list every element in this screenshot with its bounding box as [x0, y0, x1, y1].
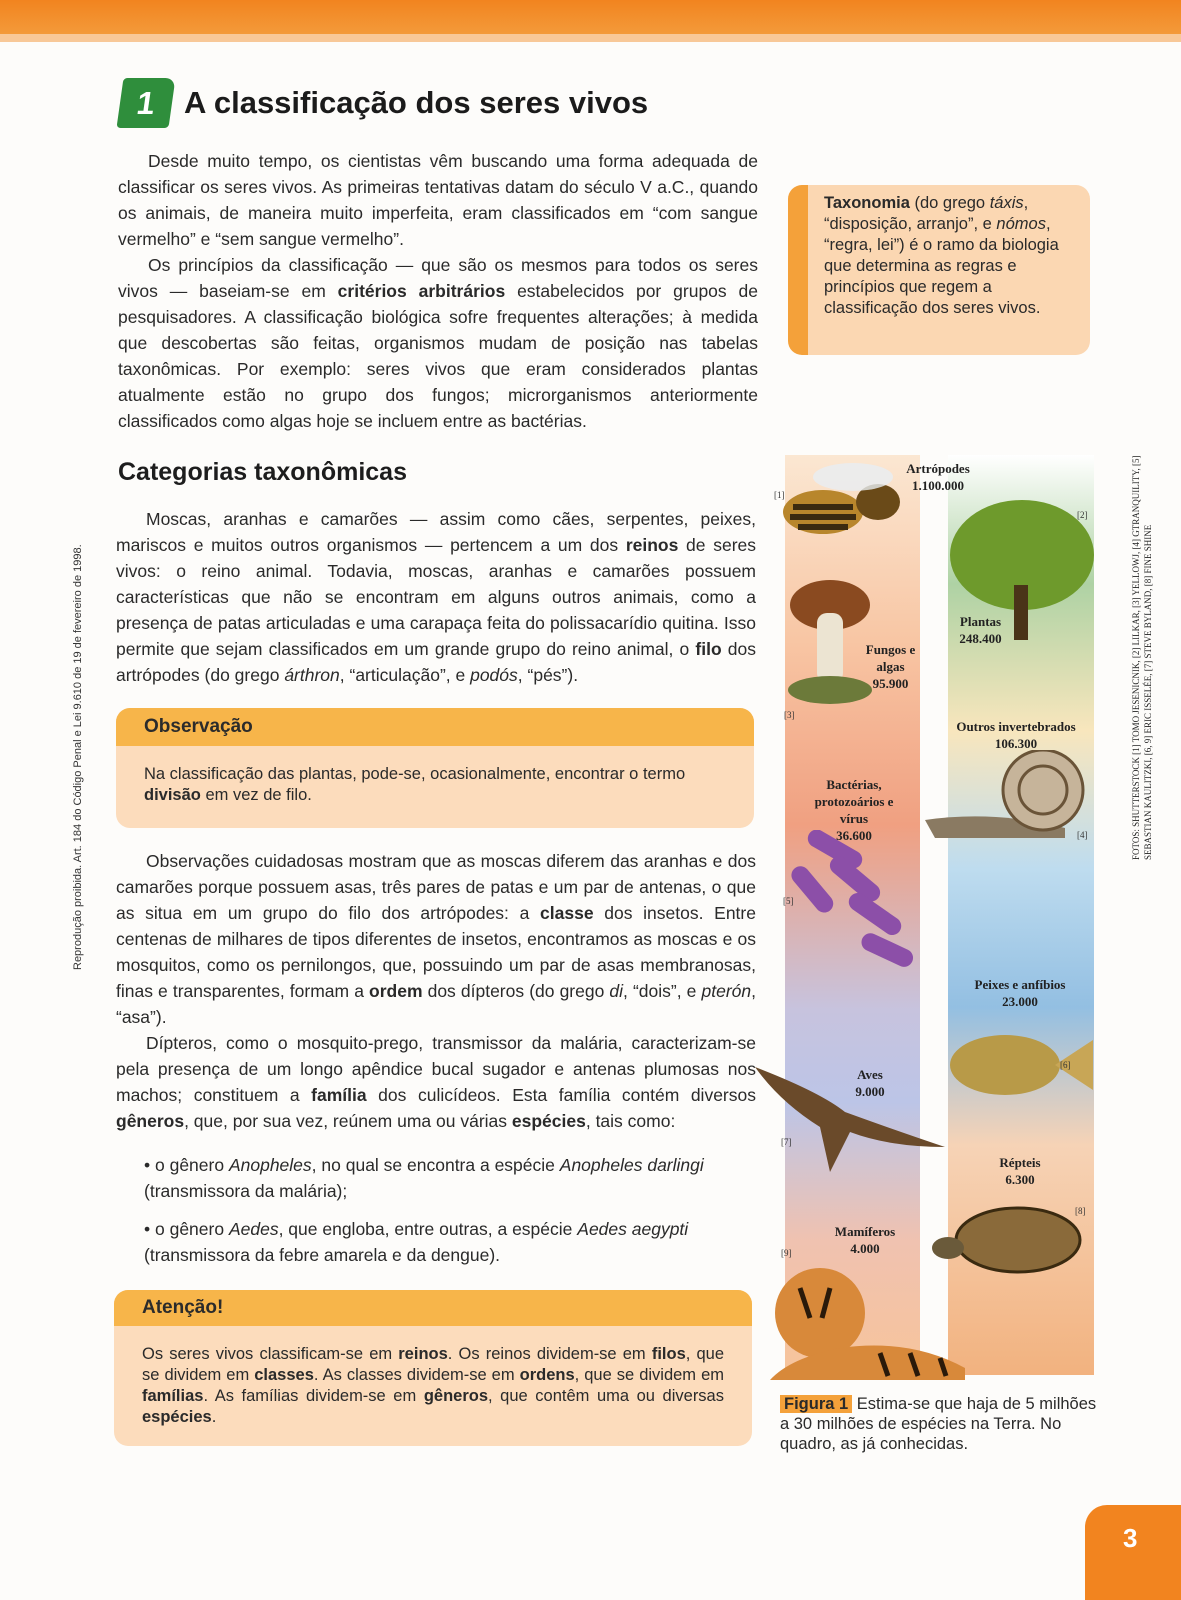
label-peixes: Peixes e anfíbios 23.000: [974, 977, 1066, 1009]
fish-illustration: [945, 1020, 1095, 1115]
turtle-head: [932, 1237, 964, 1259]
observacao-title: Observação: [144, 716, 253, 737]
observations-text: Observações cuidadosas mostram que as moscas diferem das aranhas e dos camarões porque possuem asas, três pares de patas e um par de antenas, o que as situa em um grupo do filo dos artrópodes: a classe dos insetos. Entre centenas de milhares de tipos diferentes de insetos, encontramos as moscas e os mosquitos, como os pernilongos, que, possuindo um par de asas membranosas, finas e transparentes, formam a ordem dos dípteros (do grego di, “dois”, e pterón, “asa”). Dípteros, como o mosquito-prego, transmissor da malária, caracterizam-se pela presença de um longo apêndice bucal sugador e antenas plumosas nos machos; constituem a família dos culicídeos. Esta família contém diversos gêneros, que, por sua vez, reúnem uma ou várias espécies, tais como:: [116, 851, 756, 1131]
credits-line-2: SEBASTIAN KAULITZKI, [6, 9] ERIC ISSELÉE, [7] STEVE BYLAND, [8] FINE SHINE: [1143, 524, 1153, 860]
taxonomia-box: Taxonomia (do grego táxis, “disposição, arranjo”, e nómos, “regra, lei”) é o ramo da biologia que determina as regras e princípios que regem a classificação dos seres vivos.: [788, 185, 1090, 355]
credits-line-1: FOTOS: SHUTTERSTOCK [1] TOMO JESENICNIK, [2] LILKAR, [3] YELLOWJ, [4] GTRANQUILITY, [5]: [1131, 455, 1141, 860]
snail-illustration: [915, 750, 1095, 845]
label-plantas: Plantas 248.400: [959, 614, 1002, 646]
ref-3: [3]: [784, 710, 795, 720]
page-number: 3: [1123, 1523, 1138, 1553]
categories-text: Moscas, aranhas e camarões — assim como cães, serpentes, peixes, mariscos e muitos outros organismos — pertencem a um dos reinos de seres vivos: o reino animal. Todavia, moscas, aranhas e camarões possuem características que não se encontram em alguns outros animais, como a presença de patas articuladas e uma carapaça feita do polissacarídio quitina. Isso permite que sejam classificados em um grande grupo do reino animal, o filo dos artrópodes (do grego árthron, “articulação”, e podós, “pés”).: [116, 509, 757, 685]
bacteria-illustration: [785, 830, 930, 980]
bullet-aedes: • o gênero Aedes, que engloba, entre outras, a espécie Aedes aegypti (transmissora da febre amarela e da dengue).: [144, 1219, 689, 1265]
label-outros-invertebrados: Outros invertebrados 106.300: [956, 719, 1076, 751]
ref-7: [7]: [781, 1137, 792, 1147]
ref-8: [8]: [1075, 1206, 1086, 1216]
bacteria-cluster: [788, 830, 916, 970]
label-mamiferos: Mamíferos 4.000: [834, 1224, 896, 1256]
label-fungos: Fungos e algas 95.900: [865, 642, 916, 691]
observacao-box: [116, 708, 754, 828]
snail-shell: [1003, 750, 1083, 830]
intro-paragraph-1: Desde muito tempo, os cientistas vêm buscando uma forma adequada de classificar os seres vivos. As primeiras tentativas datam do século V a.C., quando os animais, de maneira muito imperfeita, eram classificados em “com sangue vermelho” e “sem sangue vermelho”.: [118, 151, 758, 249]
label-artropodes: Artrópodes 1.100.000: [906, 461, 970, 493]
fish-body: [950, 1035, 1060, 1095]
bee-stripes: [790, 507, 856, 527]
chapter-heading: [120, 78, 648, 128]
intro-paragraph-2: Os princípios da classificação — que são os mesmos para todos os seres vivos — baseiam-se em critérios arbitrários estabelecidos por grupos de pesquisadores. A classificação biológica sofre frequentes alterações; à medida que descobertas são feitas, organismos mudam de posição nas tabelas taxonômicas. Por exemplo: seres vivos que eram considerados plantas atualmente estão no grupo dos fungos; microrganismos anteriormente classificados como algas hoje se incluem entre as bactérias.: [118, 255, 759, 431]
photo-credits: [1130, 455, 1154, 860]
figure-caption: Figura 1 Estima-se que haja de 5 milhões a 30 milhões de espécies na Terra. No quadro, as já conhecidas.: [780, 1395, 1097, 1453]
atencao-title: Atenção!: [142, 1297, 224, 1318]
tiger-illustration: [760, 1258, 970, 1383]
page-number-tab: [1085, 1505, 1181, 1600]
mushroom-stem: [817, 613, 843, 683]
atencao-text: Os seres vivos classificam-se em reinos. Os reinos dividem-se em filos, que se dividem em classes. As classes dividem-se em ordens, que se dividem em famílias. As famílias dividem-se em gêneros, que contêm uma ou diversas espécies.: [142, 1345, 725, 1426]
tiger-head: [775, 1268, 865, 1358]
section-title: Categorias taxonômicas: [118, 458, 407, 486]
ref-2: [2]: [1077, 510, 1088, 520]
ref-9: [9]: [781, 1248, 792, 1258]
chapter-number: 1: [116, 78, 175, 128]
label-bacterias: Bactérias, protozoários e vírus 36.600: [814, 777, 894, 843]
ref-6: [6]: [1060, 1060, 1071, 1070]
chapter-title: A classificação dos seres vivos: [184, 85, 649, 120]
ref-4: [4]: [1077, 830, 1088, 840]
label-aves: Aves 9.000: [855, 1067, 885, 1099]
top-band-light: [0, 34, 1181, 42]
intro-text: [118, 148, 758, 434]
turtle-shell: [956, 1208, 1080, 1272]
top-band: [0, 0, 1181, 34]
observacao-text: Na classificação das plantas, pode-se, ocasionalmente, encontrar o termo divisão em vez de filo.: [144, 765, 686, 804]
atencao-box: [114, 1290, 752, 1446]
bullet-anopheles: • o gênero Anopheles, no qual se encontra a espécie Anopheles darlingi (transmissora da malária);: [144, 1155, 704, 1201]
ref-5: [5]: [783, 896, 794, 906]
figure-tag: Figura 1: [780, 1395, 852, 1413]
bee-wing: [813, 463, 893, 491]
legal-notice: Reprodução proibida. Art. 184 do Código Penal e Lei 9.610 de 19 de fevereiro de 1998.: [72, 544, 84, 970]
label-repteis: Répteis 6.300: [999, 1155, 1041, 1187]
ref-1: [1]: [774, 490, 785, 500]
